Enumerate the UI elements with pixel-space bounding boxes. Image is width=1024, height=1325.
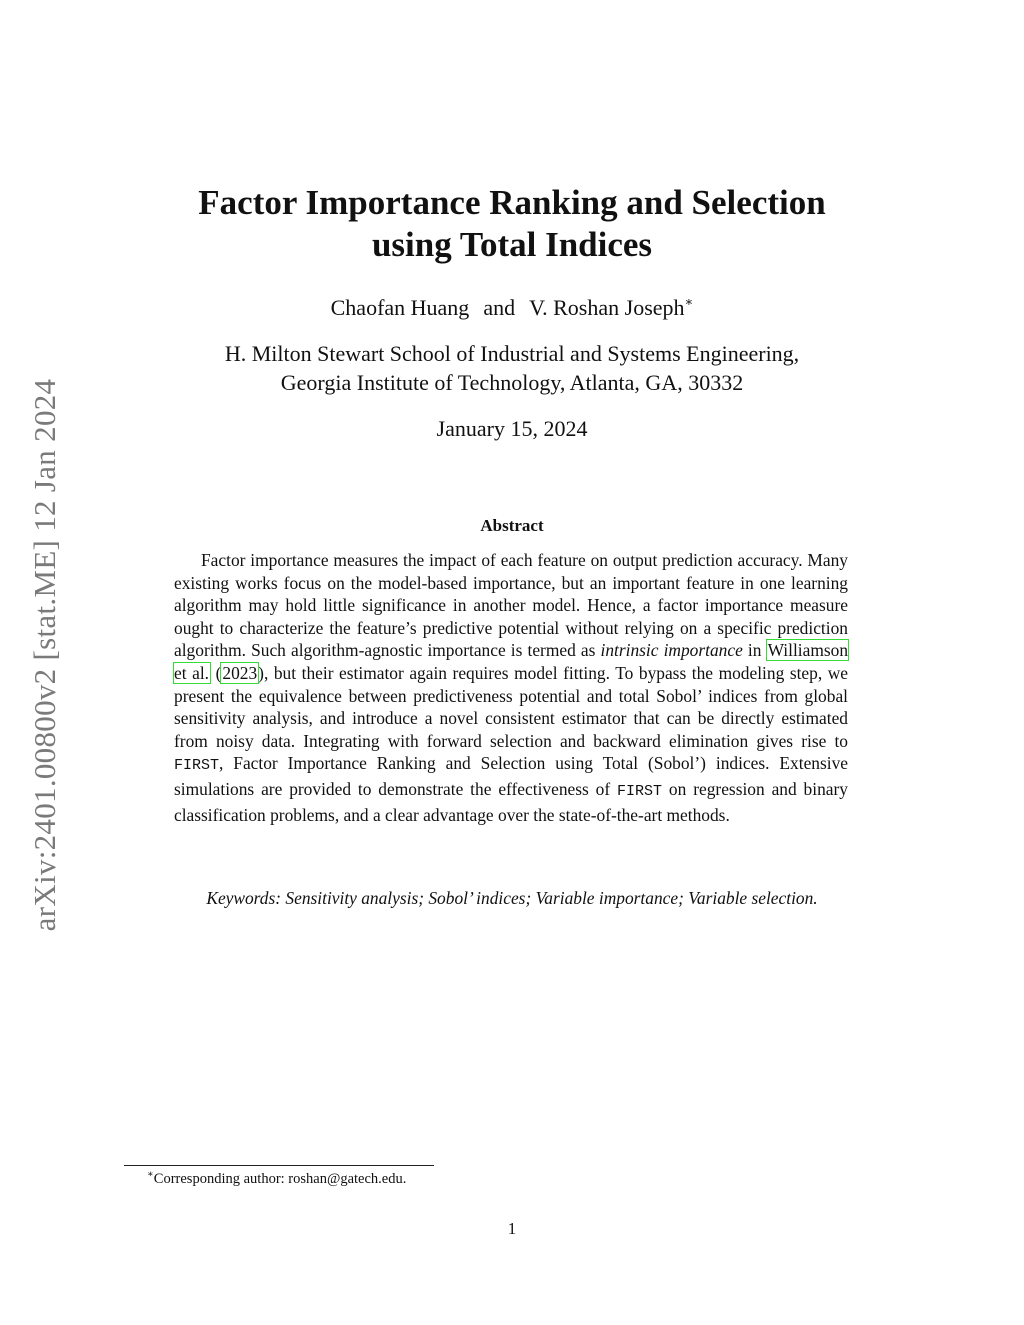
citation-link-authors[interactable]: Williamson et al. [174, 640, 849, 683]
abstract-text: ( [210, 662, 222, 683]
citation-link-year[interactable]: 2023 [222, 662, 258, 683]
footnote-divider [124, 1165, 434, 1166]
publication-date: January 15, 2024 [436, 416, 588, 441]
abstract-text: ), but their estimator again requires model fitting. To bypass the modeling step, we present the equivalence between predictiveness potential and total Sobol’ indices from global sensitivity analysis, and introduce a novel consistent estimator that can be directly estimated from noisy data. Integrating with forward selection and backward elimination gives rise to [174, 662, 849, 751]
title-line-2: using Total Indices [371, 225, 653, 264]
paper-title [100, 182, 924, 266]
abstract-body [174, 549, 848, 826]
affiliation-line-2: Georgia Institute of Technology, Atlanta, GA, 30332 [280, 370, 744, 395]
method-name: FIRST [174, 757, 220, 775]
author-name: Chaofan Huang [330, 295, 470, 320]
footnote-text: Corresponding author: roshan@gatech.edu. [153, 1171, 407, 1187]
author-name: V. Roshan Joseph [529, 295, 685, 320]
abstract-emphasis: intrinsic importance [600, 640, 743, 661]
page-number: 1 [507, 1219, 517, 1238]
arxiv-margin-stamp: arXiv:2401.00800v2 [stat.ME] 12 Jan 2024 [27, 378, 62, 932]
affiliation [100, 339, 924, 397]
abstract-heading: Abstract [480, 516, 544, 535]
affiliation-line-1: H. Milton Stewart School of Industrial and Systems Engineering, [224, 341, 800, 366]
abstract-text: in [742, 640, 767, 661]
corresponding-author-mark: ∗ [684, 294, 694, 309]
footnote [147, 1170, 406, 1189]
author-list [100, 294, 924, 322]
title-line-1: Factor Importance Ranking and Selection [198, 183, 826, 222]
footnote-mark: ∗ [147, 1169, 154, 1180]
abstract-text: , Factor Importance Ranking and Selection using Total (Sobol’) indices. Extensive simulations are provided to demonstrate the effectiveness of [174, 753, 848, 799]
author-conjunction: and [483, 295, 516, 320]
abstract-text: on regression and binary classification problems, and a clear advantage over the state-of-the-art methods. [174, 778, 848, 825]
keywords: Keywords: Sensitivity analysis; Sobol’ indices; Variable importance; Variable selection. [206, 888, 818, 908]
abstract-text: Factor importance measures the impact of each feature on output prediction accuracy. Many existing works focus on the model-based importance, but an important feature in one learning algorithm may hold little significance in another model. Hence, a factor importance measure ought to characterize the feature’s predictive potential without relying on a specific prediction algorithm. Such algorithm-agnostic importance is termed as [174, 550, 848, 661]
method-name: FIRST [617, 782, 663, 800]
